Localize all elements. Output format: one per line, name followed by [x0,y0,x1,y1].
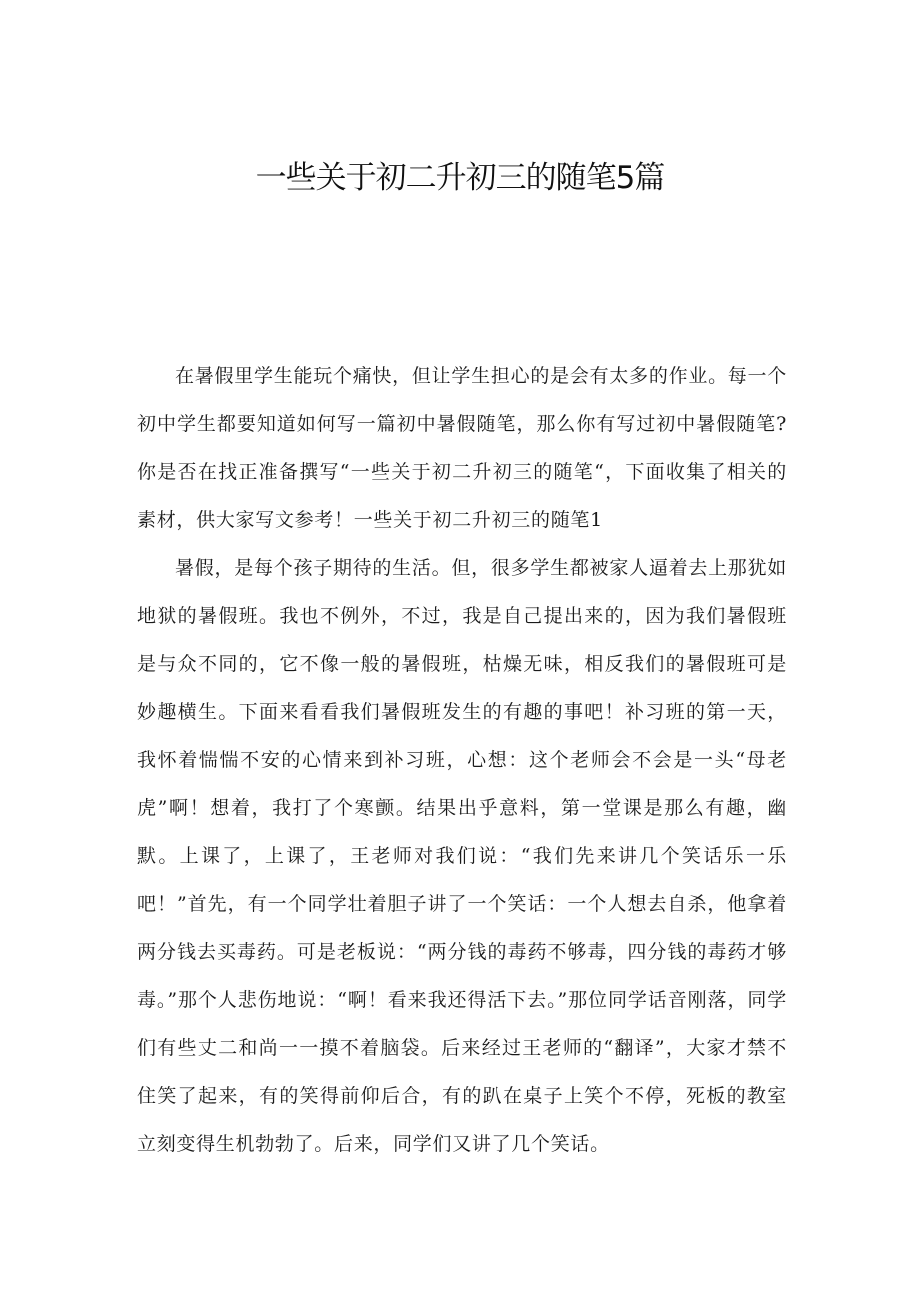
paragraph: 在暑假里学生能玩个痛快，但让学生担心的是会有太多的作业。每一个初中学生都要知道如何写一篇初中暑假随笔，那么你有写过初中暑假随笔?你是否在找正准备撰写“一些关于初二升初三的随笔“，下面收集了相关的素材，供大家写文参考！一些关于初二升初三的随笔1 [137,365,787,531]
document-title: 一些关于初二升初三的随笔5篇 [255,160,665,196]
paragraph: 暑假，是每个孩子期待的生活。但，很多学生都被家人逼着去上那犹如地狱的暑假班。我也不例外，不过，我是自己提出来的，因为我们暑假班是与众不同的，它不像一般的暑假班，枯燥无味，相反我们的暑假班可是妙趣横生。下面来看看我们暑假班发生的有趣的事吧！补习班的第一天，我怀着惴惴不安的心情来到补习班，心想：这个老师会不会是一头“母老虎”啊！想着，我打了个寒颤。结果出乎意料，第一堂课是那么有趣，幽默。上课了，上课了，王老师对我们说：“我们先来讲几个笑话乐一乐吧！”首先，有一个同学壮着胆子讲了一个笑话：一个人想去自杀，他拿着两分钱去买毒药。可是老板说：“两分钱的毒药不够毒，四分钱的毒药才够毒。”那个人悲伤地说：“啊！看来我还得活下去。”那位同学话音刚落，同学们有些丈二和尚一一摸不着脑袋。后来经过王老师的“翻译”，大家才禁不住笑了起来，有的笑得前仰后合，有的趴在桌子上笑个不停，死板的教室立刻变得生机勃勃了。后来，同学们又讲了几个笑话。 [137,557,787,1155]
document-body [137,352,787,1168]
